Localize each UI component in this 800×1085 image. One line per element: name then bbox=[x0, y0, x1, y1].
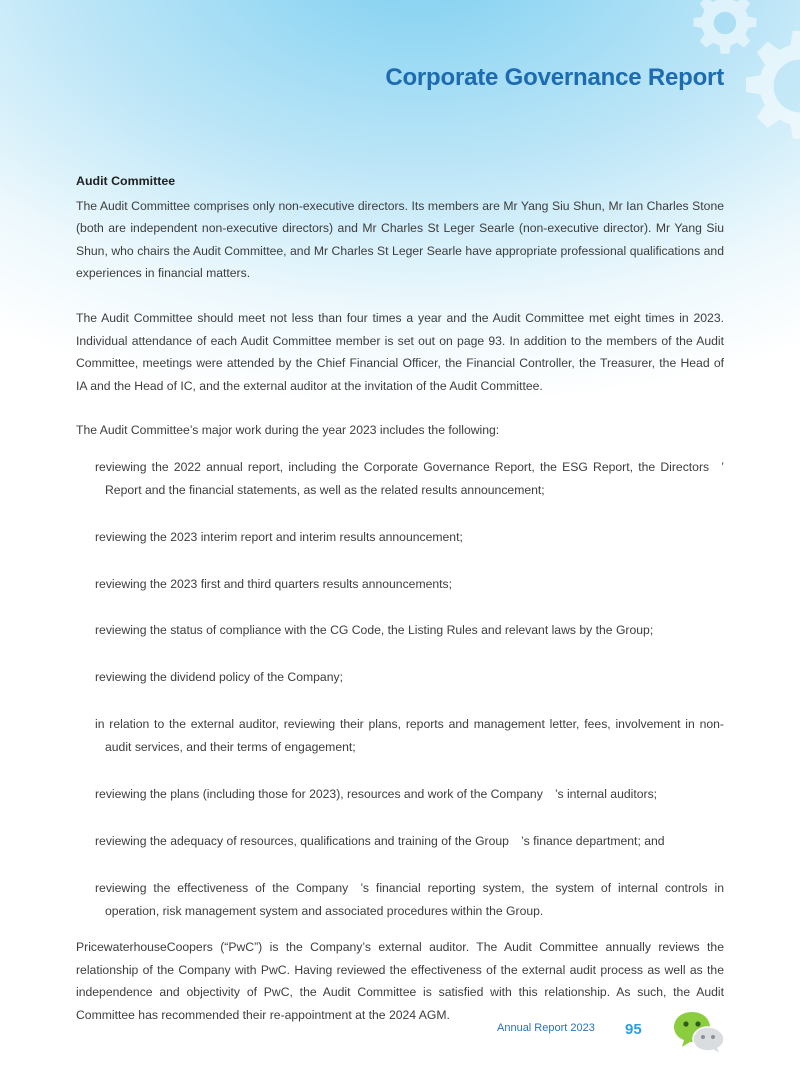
paragraph-external-auditor: PricewaterhouseCoopers (“PwC”) is the Company’s external auditor. The Audit Committee annually reviews the relationship of the Company with PwC. Having reviewed the effectiveness of the external audit process as well as the independence and objectivity of PwC, the Audit Committee is satisfied with this relationship. As such, the Audit Committee has recommended their re-appointment at the 2024 AGM. bbox=[76, 940, 724, 1022]
page-title: Corporate Governance Report bbox=[385, 64, 724, 91]
major-work-list bbox=[76, 456, 724, 922]
paragraph-membership: The Audit Committee comprises only non-executive directors. Its members are Mr Yang Siu Shun, Mr Ian Charles Stone (both are independent non-executive directors) and Mr Charles St Leger Searle (non-executive director). Mr Yang Siu Shun, who chairs the Audit Committee, and Mr Charles St Leger Searle have appropriate professional qualifications and experiences in financial matters. bbox=[76, 198, 724, 281]
gear-icon bbox=[740, 26, 800, 146]
footer-report-name: Annual Report 2023 bbox=[497, 1022, 595, 1034]
list-item: reviewing the plans (including those for 2023), resources and work of the Company ’s internal auditors; bbox=[95, 787, 658, 802]
page-number: 95 bbox=[625, 1021, 642, 1038]
chat-bubbles-icon bbox=[672, 1010, 726, 1054]
list-item: reviewing the 2023 first and third quarters results announcements; bbox=[95, 576, 453, 591]
audit-committee-section bbox=[76, 170, 724, 1027]
list-item: reviewing the adequacy of resources, qualifications and training of the Group ’s finance department; and bbox=[95, 834, 665, 849]
list-item: reviewing the status of compliance with the CG Code, the Listing Rules and relevant laws by the Group; bbox=[95, 623, 654, 638]
list-item: reviewing the dividend policy of the Company; bbox=[95, 670, 343, 685]
paragraph-major-work-intro: The Audit Committee’s major work during the year 2023 includes the following: bbox=[76, 423, 500, 438]
list-item: reviewing the 2022 annual report, including the Corporate Governance Report, the ESG Report, the Directors ’ Report and the financial statements, as well as the related results announcement; bbox=[95, 459, 724, 497]
list-item: in relation to the external auditor, reviewing their plans, reports and management letter, fees, involvement in non-audit services, and their terms of engagement; bbox=[95, 717, 724, 755]
paragraph-meetings: The Audit Committee should meet not less than four times a year and the Audit Committee met eight times in 2023. Individual attendance of each Audit Committee member is set out on page 93. In addition to the members of the Audit Committee, meetings were attended by the Chief Financial Officer, the Financial Controller, the Treasurer, the Head of IA and the Head of IC, and the external auditor at the invitation of the Audit Committee. bbox=[76, 310, 724, 393]
list-item: reviewing the 2023 interim report and interim results announcement; bbox=[95, 529, 463, 544]
list-item: reviewing the effectiveness of the Company ’s financial reporting system, the system of internal controls in operation, risk management system and associated procedures within the Group. bbox=[95, 881, 724, 918]
section-heading: Audit Committee bbox=[76, 174, 176, 188]
